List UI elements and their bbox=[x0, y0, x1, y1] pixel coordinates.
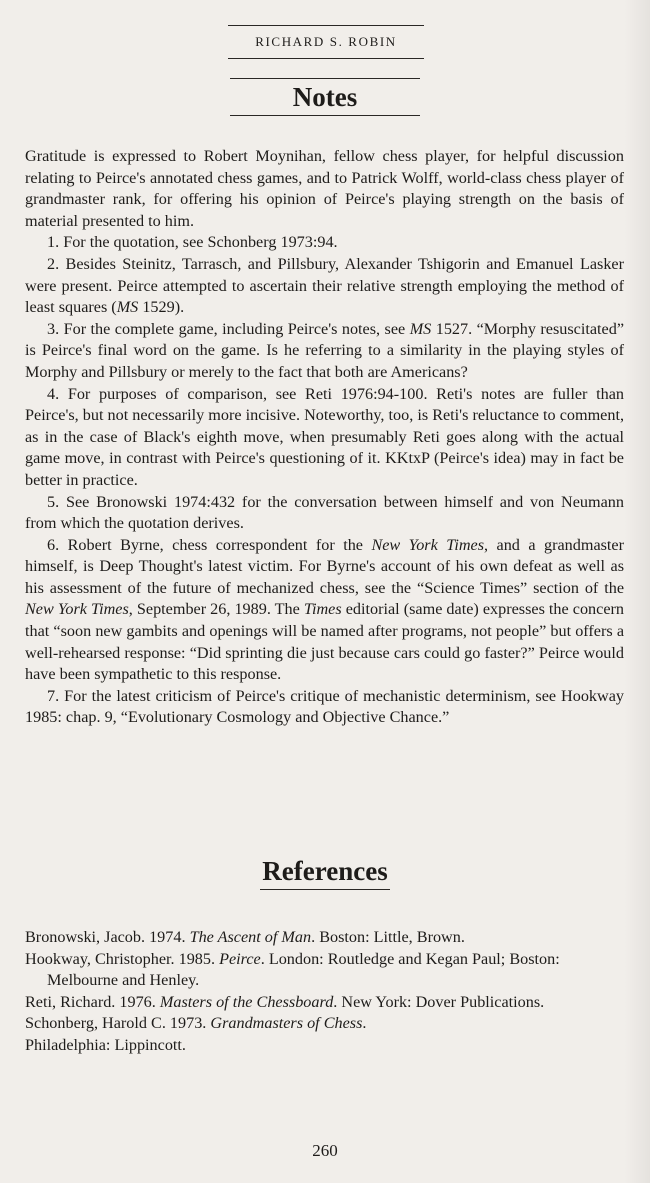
notes-heading-block bbox=[0, 78, 650, 116]
note-6: 6. Robert Byrne, chess correspondent for the New York Times, and a grandmaster himself, is Deep Thought's latest victim. For Byrne's account of his own defeat as well as his assessment of the future of mechanized chess, see the “Science Times” section of the New York Times, September 26, 1989. The Times editorial (same date) expresses the concern that “soon new gambits and openings will be named after programs, not people” but offers a well-rehearsed response: “Did sprinting die just because cars could go faster?” Peirce would have been sympathetic to this response. bbox=[25, 535, 625, 684]
note-5: 5. See Bronowski 1974:432 for the conversation between himself and von Neumann from which the quotation derives. bbox=[25, 492, 624, 533]
note-4: 4. For purposes of comparison, see Reti 1976:94-100. Reti's notes are fuller than Peirce's, but not necessarily more incisive. Noteworthy, too, is Reti's reluctance to comment, as in the case of Black's eighth move, when presumably Reti goes along with the actual game move, in contrast with Peirce's questioning of it. KKtxP (Peirce's idea) may in fact be better in practice. bbox=[25, 384, 624, 489]
running-head bbox=[228, 25, 424, 59]
notes-body bbox=[25, 146, 624, 729]
reference-item: Hookway, Christopher. 1985. Peirce. London: Routledge and Kegan Paul; Boston: Melbourne and Henley. bbox=[25, 949, 560, 990]
notes-heading-rule-bottom bbox=[230, 115, 420, 116]
notes-heading: Notes bbox=[292, 82, 358, 112]
page-edge-shadow bbox=[624, 0, 650, 1183]
note-1: 1. For the quotation, see Schonberg 1973:94. bbox=[47, 233, 338, 252]
references-list bbox=[25, 927, 624, 1057]
page-number: 260 bbox=[312, 1141, 338, 1160]
reference-item: Reti, Richard. 1976. Masters of the Chessboard. New York: Dover Publications. bbox=[25, 992, 545, 1011]
note-2: 2. Besides Steinitz, Tarrasch, and Pillsbury, Alexander Tshigorin and Emanuel Lasker were present. Peirce attempted to ascertain their relative strength employing the method of least squares (MS 1529). bbox=[25, 254, 624, 317]
reference-item: Schonberg, Harold C. 1973. Grandmasters of Chess. bbox=[25, 1014, 367, 1033]
notes-intro: Gratitude is expressed to Robert Moynihan, fellow chess player, for helpful discussion relating to Peirce's annotated chess games, and to Patrick Wolff, world-class chess player of grandmaster rank, for offering his opinion of Peirce's playing strength on the basis of material presented to him. bbox=[25, 147, 624, 230]
running-head-text: RICHARD S. ROBIN bbox=[255, 34, 397, 49]
note-3: 3. For the complete game, including Peirce's notes, see MS 1527. “Morphy resuscitated” is Peirce's final word on the game. Is he referring to a similarity in the playing styles of Morphy and Pillsbury or merely to the fact that both are Americans? bbox=[25, 319, 625, 381]
note-7: 7. For the latest criticism of Peirce's critique of mechanistic determinism, see Hookway 1985: chap. 9, “Evolutionary Cosmology and Objective Chance.” bbox=[25, 686, 624, 727]
references-heading: References bbox=[262, 856, 388, 886]
reference-item-continuation: Philadelphia: Lippincott. bbox=[25, 1035, 186, 1054]
references-heading-block bbox=[0, 852, 650, 890]
references-heading-rule bbox=[260, 889, 390, 890]
reference-item: Bronowski, Jacob. 1974. The Ascent of Man. Boston: Little, Brown. bbox=[25, 928, 465, 946]
